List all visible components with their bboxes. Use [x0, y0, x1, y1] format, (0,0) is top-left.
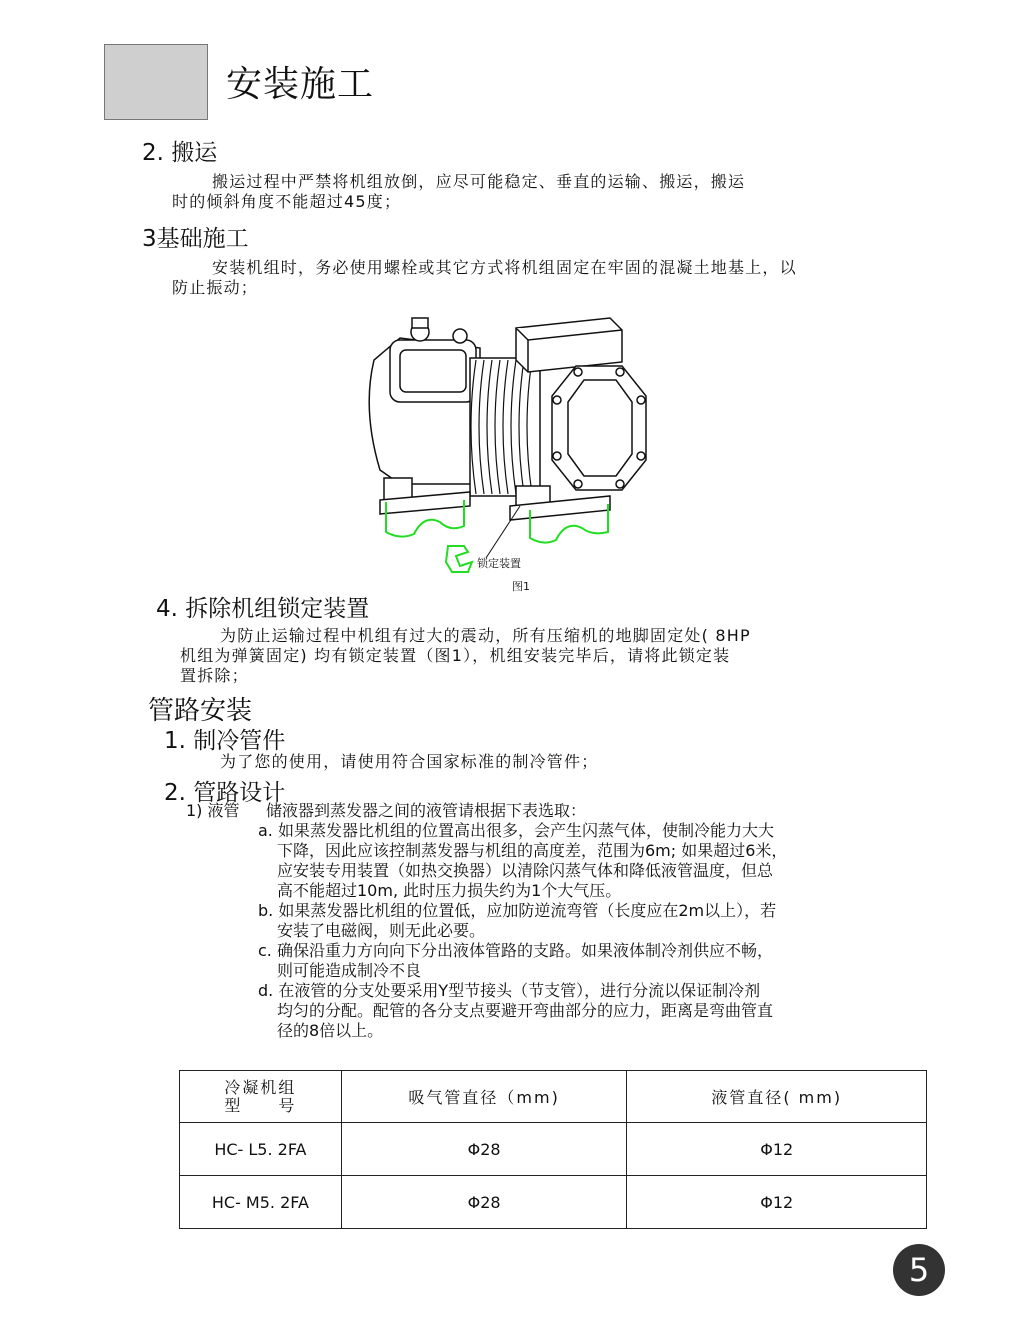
table-header-model-line-2: 型 号: [224, 1095, 297, 1115]
table-cell-liquid: Φ12: [627, 1123, 927, 1176]
lock-removal-line-2: 机组为弹簧固定) 均有锁定装置（图1），机组安装完毕后，请将此锁定装: [180, 646, 731, 665]
subheading-piping-design: 2. 管路设计: [164, 780, 286, 806]
table-header-suction: 吸气管直径（mm): [341, 1071, 627, 1123]
subheading-refrigeration-fittings: 1. 制冷管件: [164, 728, 286, 754]
table-header-model: [180, 1071, 342, 1123]
header-gray-box: [104, 44, 208, 120]
page-number-badge: 5: [893, 1244, 945, 1296]
item-a-line-3: 应安装专用装置（如热交换器）以清除闪蒸气体和降低液管温度，但总: [277, 861, 774, 880]
table-cell-suction: Φ28: [341, 1123, 627, 1176]
liquid-pipe-text: 储液器到蒸发器之间的液管请根据下表选取：: [266, 801, 587, 820]
item-c-line-2: 则可能造成制冷不良: [277, 961, 422, 980]
item-a-line-4: 高不能超过10m, 此时压力损失约为1个大气压。: [277, 881, 622, 900]
refrigeration-fittings-text: 为了您的使用，请使用符合国家标准的制冷管件；: [220, 752, 599, 771]
lock-removal-line-3: 置拆除；: [180, 666, 249, 685]
section-heading-piping: 管路安装: [148, 696, 253, 726]
liquid-pipe-label: 1) 液管: [186, 801, 240, 820]
item-b-line-1: b. 如果蒸发器比机组的位置低，应加防逆流弯管（长度应在2m以上），若: [258, 901, 777, 920]
item-b-line-2: 安装了电磁阀，则无此必要。: [277, 921, 486, 940]
table-row: [180, 1176, 927, 1229]
section-heading-foundation: 3基础施工: [142, 226, 249, 252]
table-cell-model: HC- L5. 2FA: [180, 1123, 342, 1176]
page-title: 安装施工: [226, 64, 375, 105]
item-a-line-1: a. 如果蒸发器比机组的位置高出很多，会产生闪蒸气体，使制冷能力大大: [258, 821, 774, 840]
table-cell-suction: Φ28: [341, 1176, 627, 1229]
item-d-line-1: d. 在液管的分支处要采用Y型节接头（节支管），进行分流以保证制冷剂: [258, 981, 761, 1000]
foundation-line-2: 防止振动；: [172, 278, 259, 297]
pipe-size-table: [179, 1070, 927, 1229]
table-header-model-line-1: 冷凝机组: [224, 1077, 297, 1097]
item-d-line-3: 径的8倍以上。: [277, 1021, 384, 1040]
table-cell-model: HC- M5. 2FA: [180, 1176, 342, 1229]
table-header-row: [180, 1071, 927, 1123]
table-header-liquid: 液管直径( mm): [627, 1071, 927, 1123]
section-heading-lock-removal: 4. 拆除机组锁定装置: [156, 596, 370, 622]
table-row: [180, 1123, 927, 1176]
section-heading-transport: 2. 搬运: [142, 140, 218, 166]
foundation-line-1: 安装机组时，务必使用螺栓或其它方式将机组固定在牢固的混凝土地基上，以: [212, 258, 797, 277]
figure-caption: 图1: [512, 580, 530, 593]
transport-line-2: 时的倾斜角度不能超过45度；: [172, 192, 402, 211]
table-cell-liquid: Φ12: [627, 1176, 927, 1229]
item-d-line-2: 均匀的分配。配管的各分支点要避开弯曲部分的应力，距离是弯曲管直: [277, 1001, 774, 1020]
lock-removal-line-1: 为防止运输过程中机组有过大的震动，所有压缩机的地脚固定处( 8HP: [220, 626, 751, 645]
transport-line-1: 搬运过程中严禁将机组放倒，应尽可能稳定、垂直的运输、搬运，搬运: [212, 172, 746, 191]
figure-legend-label: 锁定装置: [477, 557, 521, 570]
item-a-line-2: 下降，因此应该控制蒸发器与机组的高度差，范围为6m; 如果超过6米，: [277, 841, 788, 860]
compressor-figure: [360, 300, 660, 580]
item-c-line-1: c. 确保沿重力方向向下分出液体管路的支路。如果液体制冷剂供应不畅，: [258, 941, 773, 960]
